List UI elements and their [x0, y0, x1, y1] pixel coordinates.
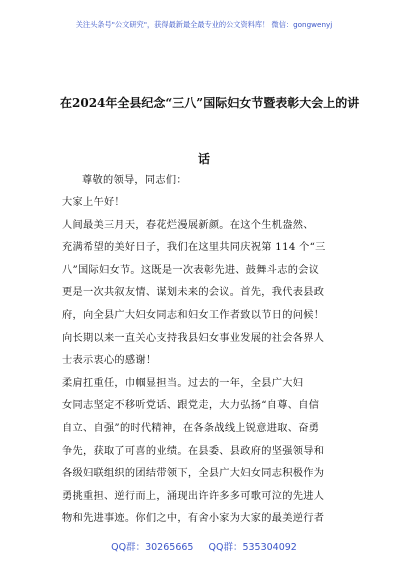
paragraph-first-line: 大家上午好！	[62, 197, 125, 208]
paragraph-line: 充满希望的美好日子，我们在这里共同庆祝第 114 个“三	[62, 242, 326, 254]
document-title: 在2024年全县纪念“三八”国际妇女节暨表彰大会上的讲	[60, 96, 360, 110]
paragraph-line: 府，向全县广大妇女同志和妇女工作者致以节日的问候！	[62, 309, 325, 321]
header-banner: 关注头条号"公文研究"，获得最新最全最专业的公文资料库！ 微信：gongwenyj	[75, 20, 333, 29]
paragraph-line: 各级妇联组织的团结带领下，全县广大妇女同志积极作为	[62, 468, 325, 480]
paragraph-line: 争先，获取了可喜的业绩。在县委、县政府的坚强领导和	[62, 445, 325, 457]
footer-contact	[0, 539, 408, 553]
qq-group-1[interactable]: QQ群：30265665	[111, 542, 194, 553]
paragraph-first-line: 柔肩扛重任，巾帼显担当。过去的一年，全县广大妇	[62, 377, 304, 389]
paragraph-line: 勇挑重担、逆行而上，涌现出许许多多可歌可泣的先进人	[62, 490, 325, 502]
paragraph-line: 八”国际妇女节。这既是一次表彰先进、鼓舞斗志的会议	[62, 264, 320, 276]
paragraph-line: 物和先进事迹。你们之中，有舍小家为大家的最美逆行者	[62, 513, 325, 525]
paragraph-line: 女同志坚定不移听党话、跟党走，大力弘扬“自尊、自信	[62, 400, 320, 412]
salutation: 尊敬的领导，同志们：	[82, 175, 187, 186]
paragraph-line: 自立、自强”的时代精神，在各条战线上锐意进取、奋勇	[62, 422, 320, 434]
paragraph-line: 更是一次共叙友情、谋划未来的会议。首先，我代表县政	[62, 287, 325, 299]
paragraph-line: 士表示衷心的感谢！	[62, 355, 157, 367]
paragraph-first-line: 人间最美三月天，春花烂漫展新颜。在这个生机盎然、	[62, 219, 314, 231]
qq-group-2[interactable]: QQ群：535304092	[208, 542, 297, 553]
paragraph-line: 向长期以来一直关心支持我县妇女事业发展的社会各界人	[62, 332, 325, 344]
document-title-continued: 话	[197, 152, 210, 166]
document-body	[62, 192, 344, 531]
